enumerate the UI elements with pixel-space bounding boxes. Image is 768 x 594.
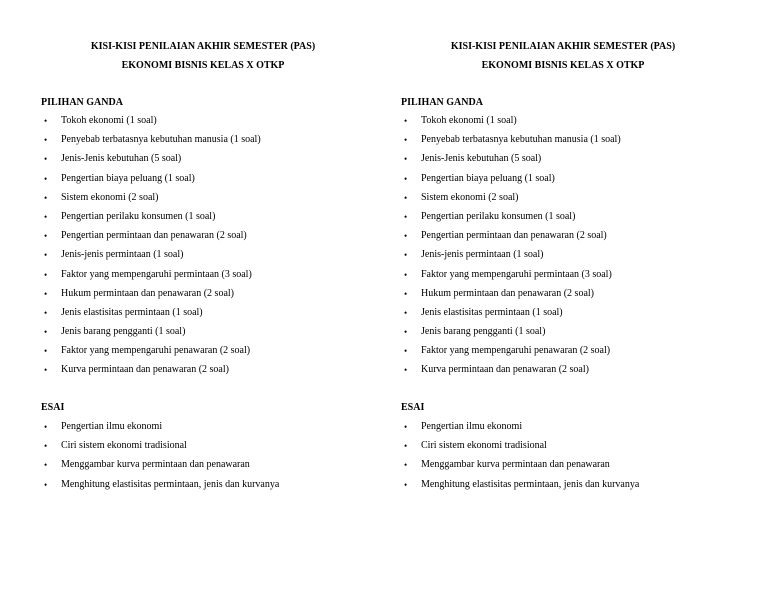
list-item-text: Hukum permintaan dan penawaran (2 soal) — [421, 287, 594, 299]
bullet-icon: • — [404, 192, 408, 203]
list-item-text: Faktor yang mempengaruhi permintaan (3 soal) — [61, 268, 252, 280]
document-subtitle: EKONOMI BISNIS KELAS X OTKP — [481, 60, 645, 71]
list-item-text: Sistem ekonomi (2 soal) — [421, 191, 519, 203]
list-item-text: Pengertian biaya peluang (1 soal) — [421, 172, 555, 184]
list-item-text: Pengertian perilaku konsumen (1 soal) — [421, 210, 576, 222]
list-item-text: Jenis-Jenis kebutuhan (5 soal) — [421, 153, 542, 165]
section-heading-esai: ESAI — [401, 402, 425, 413]
list-item-text: Hukum permintaan dan penawaran (2 soal) — [61, 287, 234, 299]
list-item-text: Jenis elastisitas permintaan (1 soal) — [421, 306, 563, 318]
list-item-text: Jenis barang pengganti (1 soal) — [61, 326, 186, 338]
list-item-text: Jenis barang pengganti (1 soal) — [421, 326, 546, 338]
list-item-text: Kurva permintaan dan penawaran (2 soal) — [421, 364, 589, 376]
list-item-text: Jenis elastisitas permintaan (1 soal) — [61, 306, 203, 318]
bullet-icon: • — [404, 269, 408, 280]
list-item-text: Kurva permintaan dan penawaran (2 soal) — [61, 364, 229, 376]
list-item-text: Menghitung elastisitas permintaan, jenis dan kurvanya — [421, 478, 640, 490]
bullet-icon: • — [404, 365, 408, 376]
document-title: KISI-KISI PENILAIAN AKHIR SEMESTER (PAS) — [450, 41, 676, 52]
section-heading-pilihan-ganda: PILIHAN GANDA — [401, 97, 483, 108]
list-item-text: Menggambar kurva permintaan dan penawaran — [61, 459, 250, 471]
bullet-icon: • — [404, 346, 408, 357]
bullet-icon: • — [404, 173, 408, 184]
document-title: KISI-KISI PENILAIAN AKHIR SEMESTER (PAS) — [90, 41, 316, 52]
bullet-icon: • — [44, 135, 48, 146]
section-heading-esai: ESAI — [41, 402, 65, 413]
bullet-icon: • — [404, 479, 408, 490]
list-item-text: Pengertian ilmu ekonomi — [421, 421, 523, 432]
bullet-icon: • — [404, 307, 408, 318]
list-item-text: Faktor yang mempengaruhi permintaan (3 soal) — [421, 268, 612, 280]
list-item-text: Tokoh ekonomi (1 soal) — [421, 115, 517, 126]
list-item-text: Menggambar kurva permintaan dan penawaran — [421, 459, 610, 471]
list-item-text: Faktor yang mempengaruhi penawaran (2 soal) — [421, 345, 611, 357]
list-item-text: Pengertian permintaan dan penawaran (2 soal) — [61, 230, 247, 242]
bullet-icon: • — [44, 250, 48, 261]
bullet-icon: • — [404, 288, 408, 299]
list-item-text: Faktor yang mempengaruhi penawaran (2 soal) — [61, 345, 251, 357]
list-item-text: Jenis-jenis permintaan (1 soal) — [421, 249, 544, 261]
bullet-icon: • — [44, 154, 48, 165]
bullet-icon: • — [404, 154, 408, 165]
list-item-text: Pengertian perilaku konsumen (1 soal) — [61, 210, 216, 222]
document-subtitle: EKONOMI BISNIS KELAS X OTKP — [121, 60, 285, 71]
bullet-icon: • — [404, 327, 408, 338]
bullet-icon: • — [44, 116, 48, 126]
bullet-icon: • — [44, 441, 48, 452]
bullet-icon: • — [44, 211, 48, 222]
section-heading-pilihan-ganda: PILIHAN GANDA — [41, 97, 123, 108]
list-item-text: Menghitung elastisitas permintaan, jenis dan kurvanya — [61, 478, 280, 490]
bullet-icon: • — [404, 135, 408, 146]
list-item-text: Ciri sistem ekonomi tradisional — [61, 440, 187, 452]
bullet-icon: • — [404, 250, 408, 261]
bullet-icon: • — [44, 307, 48, 318]
list-item-text: Tokoh ekonomi (1 soal) — [61, 115, 157, 126]
list-item-text: Jenis-jenis permintaan (1 soal) — [61, 249, 184, 261]
bullet-icon: • — [44, 346, 48, 357]
list-item-text: Pengertian ilmu ekonomi — [61, 421, 163, 432]
bullet-icon: • — [44, 192, 48, 203]
bullet-icon: • — [44, 269, 48, 280]
bullet-icon: • — [44, 460, 48, 471]
bullet-icon: • — [404, 231, 408, 242]
bullet-icon: • — [404, 441, 408, 452]
bullet-icon: • — [404, 116, 408, 126]
bullet-icon: • — [404, 211, 408, 222]
bullet-icon: • — [44, 231, 48, 242]
bullet-icon: • — [44, 327, 48, 338]
bullet-icon: • — [44, 288, 48, 299]
bullet-icon: • — [404, 460, 408, 471]
bullet-icon: • — [44, 365, 48, 376]
bullet-icon: • — [44, 479, 48, 490]
list-item-text: Pengertian biaya peluang (1 soal) — [61, 172, 195, 184]
bullet-icon: • — [404, 422, 408, 432]
list-item-text: Penyebab terbatasnya kebutuhan manusia (1 soal) — [61, 134, 261, 146]
list-item-text: Sistem ekonomi (2 soal) — [61, 191, 159, 203]
bullet-icon: • — [44, 173, 48, 184]
list-item-text: Pengertian permintaan dan penawaran (2 soal) — [421, 230, 607, 242]
list-item-text: Penyebab terbatasnya kebutuhan manusia (1 soal) — [421, 134, 621, 146]
list-item-text: Jenis-Jenis kebutuhan (5 soal) — [61, 153, 182, 165]
list-item-text: Ciri sistem ekonomi tradisional — [421, 440, 547, 452]
bullet-icon: • — [44, 422, 48, 432]
